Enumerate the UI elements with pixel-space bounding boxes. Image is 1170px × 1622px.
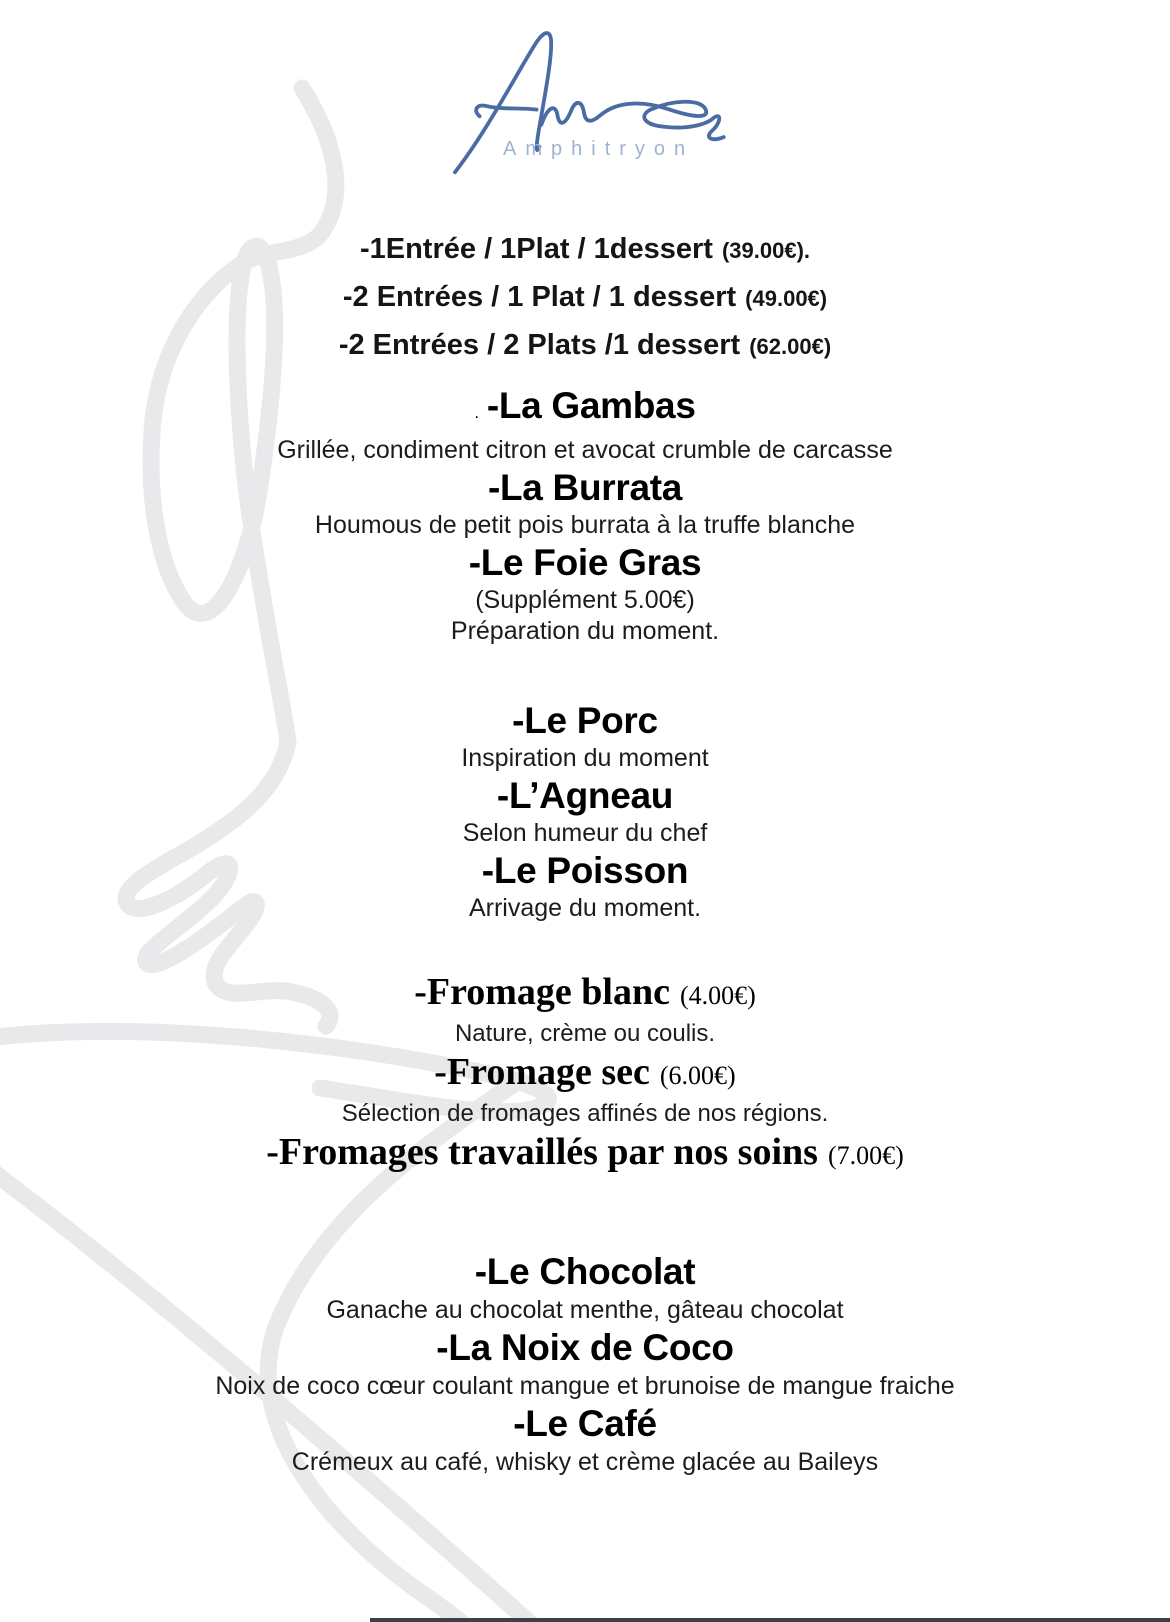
formules-block [0,226,1170,370]
brand-logo [435,26,737,178]
dish-title: . -La Gambas [474,385,696,426]
dish-title: -L’Agneau [496,775,674,816]
dish-desc: Nature, crème ou coulis. [454,1020,716,1047]
dish-desc: Arrivage du moment. [468,894,702,922]
section-desserts [0,1252,1170,1480]
formule-price: (62.00€) [749,334,832,359]
dish-title: -Le Café [513,1403,657,1444]
dish-price: (6.00€) [659,1061,736,1090]
dish-title: -Le Poisson [481,850,689,891]
formule-line [0,322,1170,370]
section-fromages [0,972,1170,1176]
formule-label: -2 Entrées / 1 Plat / 1 dessert [342,281,737,313]
formule-price: (39.00€). [721,238,811,263]
formule-line [0,274,1170,322]
dish-desc: Selon humeur du chef [462,819,708,847]
formule-price: (49.00€) [745,286,828,311]
dish-desc: Sélection de fromages affinés de nos régions. [341,1100,829,1127]
dish-title: -Fromage blanc (4.00€) [414,971,756,1013]
dish-title: -Le Foie Gras [468,542,702,583]
formule-label: -2 Entrées / 2 Plats /1 dessert [338,329,741,361]
dish-desc: Crémeux au café, whisky et crème glacée au Baileys [291,1448,879,1476]
formule-line [0,226,1170,274]
dish-desc: Houmous de petit pois burrata à la truffe blanche [314,511,856,539]
dish-title: -La Noix de Coco [436,1327,734,1368]
section-entrees [0,384,1170,647]
dish-desc: Préparation du moment. [450,617,720,645]
dish-price: (7.00€) [827,1141,904,1170]
formule-label: -1Entrée / 1Plat / 1dessert [359,233,713,265]
dish-title: -Fromages travaillés par nos soins (7.00€) [266,1131,904,1173]
stray-dot: . [474,403,479,422]
dish-title: -Le Porc [512,700,658,741]
page-bottom-edge [370,1618,1170,1622]
dish-title: -Le Chocolat [474,1251,696,1292]
dish-desc: Inspiration du moment [461,744,709,772]
section-plats [0,699,1170,924]
dish-title: -La Burrata [487,467,683,508]
dish-desc: Grillée, condiment citron et avocat crumble de carcasse [277,436,893,464]
dish-desc: Noix de coco cœur coulant mangue et brunoise de mangue fraiche [215,1372,955,1400]
brand-wordmark: Amphitryon [503,138,695,160]
dish-desc: (Supplément 5.00€) [475,586,695,614]
dish-desc: Ganache au chocolat menthe, gâteau chocolat [326,1296,844,1324]
dish-title: -Fromage sec (6.00€) [434,1051,736,1093]
dish-price: (4.00€) [679,981,756,1010]
